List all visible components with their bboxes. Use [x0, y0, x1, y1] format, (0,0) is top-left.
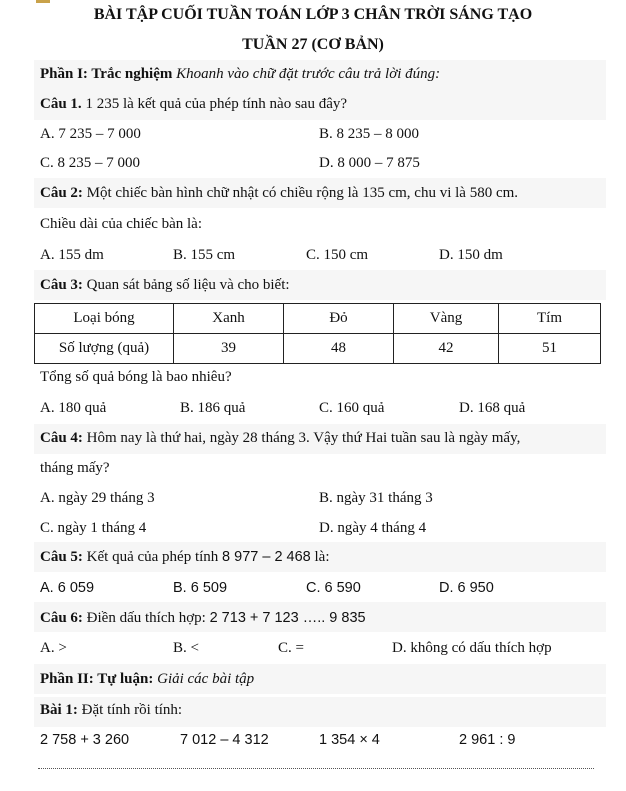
table-cell: 42 — [394, 334, 499, 364]
table-cell: Vàng — [394, 304, 499, 334]
page-subtitle: TUẦN 27 (CƠ BẢN) — [242, 36, 384, 53]
q4-option-d[interactable]: D. ngày 4 tháng 4 — [319, 520, 427, 536]
q5-option-a[interactable]: A. 6 059 — [40, 580, 95, 596]
table-cell: 51 — [499, 334, 601, 364]
question-2-cont: Chiều dài của chiếc bàn là: — [40, 216, 203, 232]
table-cell: Tím — [499, 304, 601, 334]
part2-heading: Phần II: Tự luận: Giải các bài tập — [40, 671, 255, 687]
q1-option-d[interactable]: D. 8 000 – 7 875 — [319, 155, 420, 171]
question-6: Câu 6: Điền dấu thích hợp: 2 713 + 7 123 ….. 9 835 — [40, 610, 366, 626]
question-3: Câu 3: Quan sát bảng số liệu và cho biết: — [40, 277, 290, 293]
table-cell: Số lượng (quả) — [35, 334, 174, 364]
question-5: Câu 5: Kết quả của phép tính 8 977 – 2 468 là: — [40, 549, 330, 565]
q3-option-a[interactable]: A. 180 quả — [40, 400, 107, 416]
exercise-1-expr-1: 2 758 + 3 260 — [40, 732, 130, 748]
q3-option-d[interactable]: D. 168 quả — [459, 400, 526, 416]
q5-option-d[interactable]: D. 6 950 — [439, 580, 494, 596]
question-4-cont: tháng mấy? — [40, 460, 110, 476]
question-4: Câu 4: Hôm nay là thứ hai, ngày 28 tháng 3. Vậy thứ Hai tuần sau là ngày mấy, — [40, 430, 521, 446]
q6-option-d[interactable]: D. không có dấu thích hợp — [392, 640, 552, 656]
logo-mark — [36, 0, 50, 3]
exercise-1-expr-3: 1 354 × 4 — [319, 732, 380, 748]
table-row — [35, 334, 601, 364]
q2-option-c[interactable]: C. 150 cm — [306, 247, 369, 263]
q6-option-b[interactable]: B. < — [173, 640, 199, 656]
table-cell: 39 — [174, 334, 284, 364]
exercise-1: Bài 1: Đặt tính rồi tính: — [40, 702, 183, 718]
table-row — [35, 304, 601, 334]
part1-heading: Phần I: Trắc nghiệm Khoanh vào chữ đặt trước câu trả lời đúng: — [40, 66, 441, 82]
q6-option-a[interactable]: A. > — [40, 640, 67, 656]
q5-option-b[interactable]: B. 6 509 — [173, 580, 228, 596]
q1-option-a[interactable]: A. 7 235 – 7 000 — [40, 126, 141, 142]
table-cell: 48 — [284, 334, 394, 364]
q1-option-c[interactable]: C. 8 235 – 7 000 — [40, 155, 141, 171]
exercise-1-expr-4: 2 961 : 9 — [459, 732, 516, 748]
table-cell: Xanh — [174, 304, 284, 334]
q3-option-c[interactable]: C. 160 quả — [319, 400, 385, 416]
data-table — [34, 303, 601, 364]
q5-option-c[interactable]: C. 6 590 — [306, 580, 361, 596]
q2-option-a[interactable]: A. 155 dm — [40, 247, 104, 263]
question-1: Câu 1. 1 235 là kết quả của phép tính nào sau đây? — [40, 96, 348, 112]
page-title: BÀI TẬP CUỐI TUẦN TOÁN LỚP 3 CHÂN TRỜI SÁNG TẠO — [93, 6, 533, 23]
answer-line[interactable] — [38, 768, 594, 769]
question-2: Câu 2: Một chiếc bàn hình chữ nhật có chiều rộng là 135 cm, chu vi là 580 cm. — [40, 185, 519, 201]
q2-option-d[interactable]: D. 150 dm — [439, 247, 503, 263]
question-3-prompt: Tổng số quả bóng là bao nhiêu? — [40, 369, 232, 385]
q4-option-b[interactable]: B. ngày 31 tháng 3 — [319, 490, 433, 506]
q2-option-b[interactable]: B. 155 cm — [173, 247, 236, 263]
q4-option-c[interactable]: C. ngày 1 tháng 4 — [40, 520, 147, 536]
table-cell: Đỏ — [284, 304, 394, 334]
q3-option-b[interactable]: B. 186 quả — [180, 400, 246, 416]
q1-option-b[interactable]: B. 8 235 – 8 000 — [319, 126, 420, 142]
exercise-1-expr-2: 7 012 – 4 312 — [180, 732, 269, 748]
q4-option-a[interactable]: A. ngày 29 tháng 3 — [40, 490, 155, 506]
table-cell: Loại bóng — [35, 304, 174, 334]
q6-option-c[interactable]: C. = — [278, 640, 304, 656]
